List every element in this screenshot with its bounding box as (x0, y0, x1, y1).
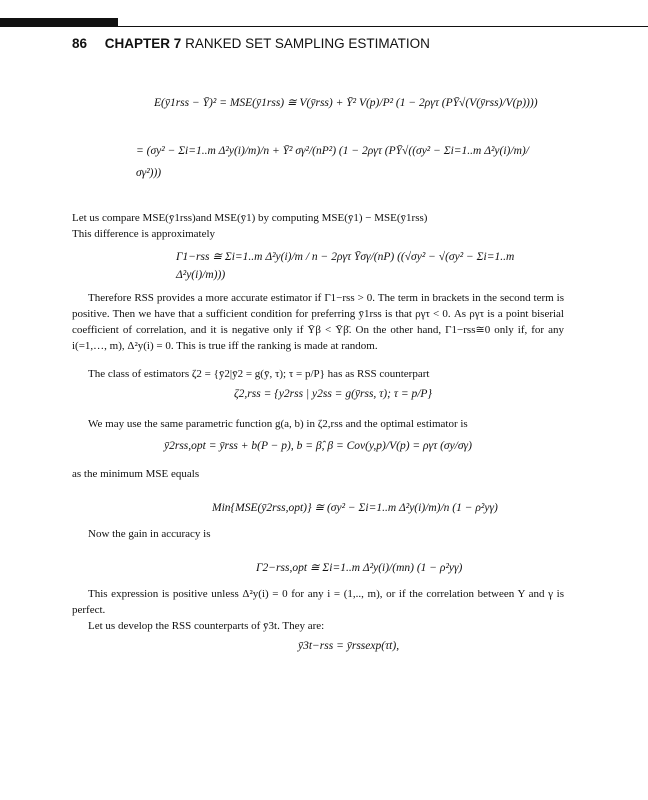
paragraph: Therefore RSS provides a more accurate estimator if Γ1−rss > 0. The term in brackets in the second term is positive. Then we have that a sufficient condition for preferring ȳ1rss is that ργτ < 0. As ργτ is a point biserial coefficient of correlation, and it is negative only if Ȳβ < Ȳβ̄. On the other hand, Γ1−rss≅0 only if, for any i(=1,…, m), Δ²y(i) = 0. This is true iff the ranking is made at random. (72, 292, 564, 352)
paragraph: as the minimum MSE equals (72, 468, 200, 480)
equation-min-mse (212, 500, 498, 514)
paragraph: Let us develop the RSS counterparts of ȳ3t. They are: (88, 620, 325, 632)
paragraph-line: This difference is approximately (72, 228, 216, 240)
running-header (72, 36, 430, 51)
page-number: 86 (72, 36, 88, 51)
equation-text: ȳ2rss,opt = ȳrss + b(P − p), b = β̂, β = Cov(y,p)/V(p) = ργτ (σy/σγ) (164, 440, 472, 452)
chapter-label: CHAPTER 7 (104, 36, 182, 51)
paragraph: The class of estimators ζ2 = {ȳ2|ȳ2 = g(ȳ, τ); τ = p/P} has as RSS counterpart (88, 368, 430, 380)
equation-text: Min{MSE(ȳ2rss,opt)} ≅ (σy² − Σi=1..m Δ²y(i)/m)/n (1 − ρ²yγ) (212, 502, 498, 514)
equation-gamma1 (176, 248, 556, 284)
equation-text: = (σy² − Σi=1..m Δ²y(i)/m)/n + Ȳ² σγ²/(nP²) (1 − 2ργτ (PȲ√((σy² − Σi=1..m Δ²y(i)/m)/σγ²))) (136, 145, 529, 179)
equation-y3t-rss (298, 640, 399, 652)
header-bar (0, 18, 118, 27)
equation-text: ȳ3t−rss = ȳrssexp(τt), (298, 640, 400, 652)
equation-mse-1rss-line2 (136, 140, 536, 184)
equation-text: E(ȳ1rss − Ȳ)² = MSE(ȳ1rss) ≅ V(ȳrss) + Ȳ² V(p)/P² (1 − 2ργτ (PȲ√(V(ȳrss)/V(p)))) (154, 97, 538, 109)
equation-y2rss-opt (164, 440, 472, 452)
paragraph: We may use the same parametric function g(a, b) in ζ2,rss and the optimal estimator is (88, 418, 468, 430)
chapter-title: RANKED SET SAMPLING ESTIMATION (185, 36, 430, 51)
equation-text: Γ2−rss,opt ≅ Σi=1..m Δ²y(i)/(mn) (1 − ρ²yγ) (256, 562, 463, 574)
equation-mse-1rss (154, 92, 554, 114)
header-rule (118, 26, 648, 27)
paragraph-line: Let us compare MSE(ȳ1rss)and MSE(ȳ1) by computing MSE(ȳ1) − MSE(ȳ1rss) (72, 212, 428, 224)
paragraph: Now the gain in accuracy is (88, 528, 211, 540)
equation-text: ζ2,rss = {y2rss | y2ss = g(ȳrss, τ); τ = p/P} (234, 388, 433, 400)
paragraph: This expression is positive unless Δ²y(i) = 0 for any i = (1,.., m), or if the correlation between Y and γ is perfect. (72, 588, 564, 616)
equation-text: Γ1−rss ≅ Σi=1..m Δ²y(i)/m / n − 2ργτ Ȳσγ/(nP) ((√σy² − √(σy² − Σi=1..m Δ²y(i)/m))) (176, 251, 515, 281)
paragraph (72, 210, 564, 242)
equation-zeta2rss (234, 388, 432, 400)
equation-gamma2 (256, 560, 462, 574)
